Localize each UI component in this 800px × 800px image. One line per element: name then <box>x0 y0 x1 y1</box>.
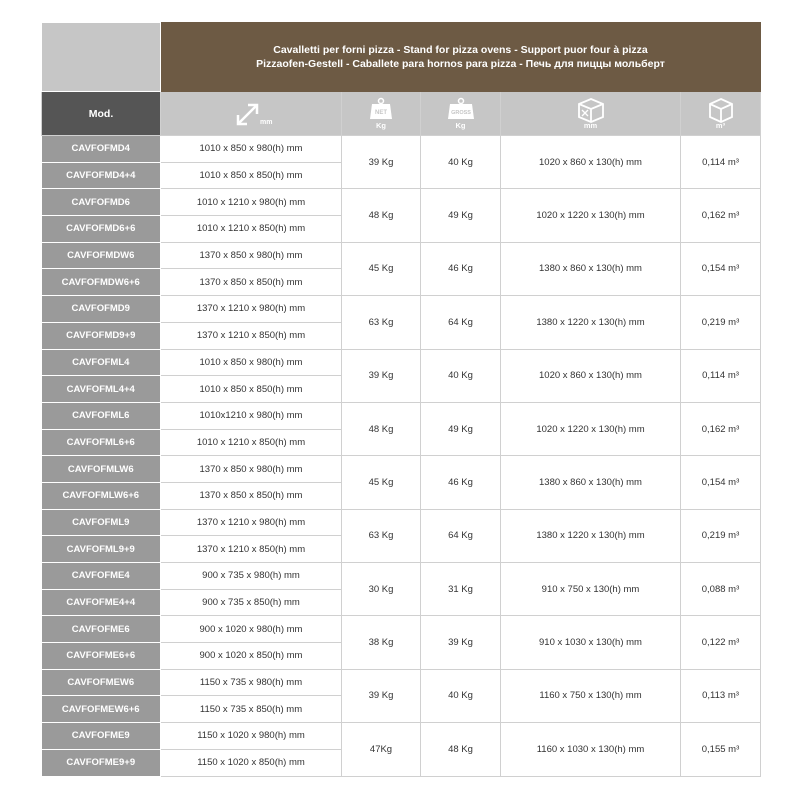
model-cell: CAVFOFML6 <box>42 402 161 429</box>
table-row <box>42 402 761 429</box>
table-row <box>42 723 761 750</box>
table-row <box>42 136 761 163</box>
model-cell: CAVFOFMLW6+6 <box>42 482 161 509</box>
net-weight-cell: 63 Kg <box>342 296 421 349</box>
table-body <box>42 136 761 777</box>
dimensions-cell: 1150 x 735 x 850(h) mm <box>161 696 342 723</box>
dimensions-cell: 1370 x 1210 x 980(h) mm <box>161 296 342 323</box>
volume-cell: 0,114 m³ <box>681 136 761 189</box>
gross-unit: Kg <box>455 121 466 130</box>
dimensions-cell: 1010 x 850 x 850(h) mm <box>161 376 342 403</box>
corner-cell <box>42 23 161 92</box>
table-row <box>42 349 761 376</box>
model-cell: CAVFOFMD4+4 <box>42 162 161 189</box>
dimensions-cell: 1370 x 1210 x 850(h) mm <box>161 322 342 349</box>
table-title <box>161 23 761 92</box>
header-dimensions <box>161 92 342 136</box>
header-gross-weight <box>421 92 501 136</box>
package-cell: 1380 x 860 x 130(h) mm <box>501 456 681 509</box>
net-weight-icon <box>368 97 394 123</box>
net-weight-cell: 38 Kg <box>342 616 421 669</box>
dimensions-cell: 1010 x 850 x 980(h) mm <box>161 349 342 376</box>
dimensions-cell: 1010 x 850 x 980(h) mm <box>161 136 342 163</box>
dimensions-cell: 1150 x 735 x 980(h) mm <box>161 669 342 696</box>
dimensions-cell: 900 x 735 x 980(h) mm <box>161 563 342 590</box>
model-cell: CAVFOFME9+9 <box>42 749 161 776</box>
table-row <box>42 296 761 323</box>
gross-badge: GROSS <box>450 110 471 116</box>
table-row <box>42 456 761 483</box>
package-cell: 1380 x 1220 x 130(h) mm <box>501 296 681 349</box>
volume-cell: 0,088 m³ <box>681 563 761 616</box>
model-cell: CAVFOFMDW6+6 <box>42 269 161 296</box>
spec-table <box>41 22 761 777</box>
net-unit: Kg <box>376 121 386 130</box>
model-cell: CAVFOFME4 <box>42 563 161 590</box>
model-cell: CAVFOFME6+6 <box>42 643 161 670</box>
table-row <box>42 616 761 643</box>
package-cell: 1160 x 1030 x 130(h) mm <box>501 723 681 776</box>
model-cell: CAVFOFMLW6 <box>42 456 161 483</box>
dimensions-cell: 1370 x 850 x 980(h) mm <box>161 242 342 269</box>
dimensions-cell: 1010x1210 x 980(h) mm <box>161 402 342 429</box>
model-cell: CAVFOFMEW6 <box>42 669 161 696</box>
header-package <box>501 92 681 136</box>
model-cell: CAVFOFMD9 <box>42 296 161 323</box>
table-row <box>42 563 761 590</box>
gross-weight-cell: 40 Kg <box>421 349 501 402</box>
dimensions-cell: 900 x 1020 x 980(h) mm <box>161 616 342 643</box>
model-cell: CAVFOFME4+4 <box>42 589 161 616</box>
dimensions-unit: mm <box>260 118 273 126</box>
dimensions-cell: 1010 x 1210 x 850(h) mm <box>161 216 342 243</box>
package-cell: 1160 x 750 x 130(h) mm <box>501 669 681 722</box>
title-line-2: Pizzaofen-Gestell - Caballete para hornos para pizza - Печь для пиццы мольберт <box>256 58 665 70</box>
net-weight-cell: 45 Kg <box>342 456 421 509</box>
package-cell: 910 x 750 x 130(h) mm <box>501 563 681 616</box>
dimensions-cell: 1370 x 1210 x 980(h) mm <box>161 509 342 536</box>
gross-weight-cell: 39 Kg <box>421 616 501 669</box>
gross-weight-cell: 49 Kg <box>421 189 501 242</box>
header-volume <box>681 92 761 136</box>
gross-weight-icon <box>446 97 476 123</box>
package-unit: mm <box>583 121 598 130</box>
net-weight-cell: 48 Kg <box>342 189 421 242</box>
net-weight-cell: 47Kg <box>342 723 421 776</box>
package-cell: 1380 x 1220 x 130(h) mm <box>501 509 681 562</box>
package-cell: 1020 x 860 x 130(h) mm <box>501 136 681 189</box>
net-weight-cell: 45 Kg <box>342 242 421 295</box>
package-cell: 910 x 1030 x 130(h) mm <box>501 616 681 669</box>
model-cell: CAVFOFMEW6+6 <box>42 696 161 723</box>
net-weight-cell: 39 Kg <box>342 669 421 722</box>
model-cell: CAVFOFME9 <box>42 723 161 750</box>
net-weight-cell: 63 Kg <box>342 509 421 562</box>
table-row <box>42 669 761 696</box>
gross-weight-cell: 48 Kg <box>421 723 501 776</box>
net-weight-cell: 39 Kg <box>342 349 421 402</box>
model-cell: CAVFOFME6 <box>42 616 161 643</box>
model-cell: CAVFOFML9 <box>42 509 161 536</box>
table-row <box>42 189 761 216</box>
volume-cell: 0,154 m³ <box>681 456 761 509</box>
volume-cell: 0,162 m³ <box>681 189 761 242</box>
dimensions-cell: 900 x 1020 x 850(h) mm <box>161 643 342 670</box>
dimensions-cell: 900 x 735 x 850(h) mm <box>161 589 342 616</box>
model-cell: CAVFOFMD6 <box>42 189 161 216</box>
dimensions-cell: 1010 x 850 x 850(h) mm <box>161 162 342 189</box>
gross-weight-cell: 46 Kg <box>421 242 501 295</box>
dimensions-cell: 1010 x 1210 x 980(h) mm <box>161 189 342 216</box>
volume-cell: 0,162 m³ <box>681 402 761 455</box>
model-cell: CAVFOFML9+9 <box>42 536 161 563</box>
net-weight-cell: 48 Kg <box>342 402 421 455</box>
model-cell: CAVFOFML4+4 <box>42 376 161 403</box>
volume-unit: m³ <box>715 121 726 130</box>
dimensions-cell: 1370 x 850 x 850(h) mm <box>161 269 342 296</box>
dimensions-cell: 1370 x 1210 x 850(h) mm <box>161 536 342 563</box>
model-cell: CAVFOFMD4 <box>42 136 161 163</box>
volume-cell: 0,113 m³ <box>681 669 761 722</box>
package-cell: 1380 x 860 x 130(h) mm <box>501 242 681 295</box>
volume-cell: 0,154 m³ <box>681 242 761 295</box>
model-cell: CAVFOFMDW6 <box>42 242 161 269</box>
volume-cell: 0,219 m³ <box>681 509 761 562</box>
net-badge: NET <box>375 110 387 116</box>
gross-weight-cell: 40 Kg <box>421 136 501 189</box>
model-cell: CAVFOFMD9+9 <box>42 322 161 349</box>
gross-weight-cell: 64 Kg <box>421 509 501 562</box>
dimensions-cell: 1150 x 1020 x 850(h) mm <box>161 749 342 776</box>
header-net-weight <box>342 92 421 136</box>
model-cell: CAVFOFML4 <box>42 349 161 376</box>
net-weight-cell: 39 Kg <box>342 136 421 189</box>
dimensions-arrow-icon <box>231 99 271 129</box>
volume-box-icon <box>707 97 735 123</box>
gross-weight-cell: 64 Kg <box>421 296 501 349</box>
package-box-icon <box>576 97 606 123</box>
title-line-1: Cavalletti per forni pizza - Stand for pizza ovens - Support puor four à pizza <box>273 44 648 56</box>
gross-weight-cell: 46 Kg <box>421 456 501 509</box>
gross-weight-cell: 49 Kg <box>421 402 501 455</box>
table-row <box>42 242 761 269</box>
package-cell: 1020 x 860 x 130(h) mm <box>501 349 681 402</box>
model-cell: CAVFOFML6+6 <box>42 429 161 456</box>
table-row <box>42 509 761 536</box>
volume-cell: 0,114 m³ <box>681 349 761 402</box>
volume-cell: 0,122 m³ <box>681 616 761 669</box>
package-cell: 1020 x 1220 x 130(h) mm <box>501 402 681 455</box>
volume-cell: 0,219 m³ <box>681 296 761 349</box>
dimensions-cell: 1150 x 1020 x 980(h) mm <box>161 723 342 750</box>
gross-weight-cell: 31 Kg <box>421 563 501 616</box>
dimensions-cell: 1370 x 850 x 850(h) mm <box>161 482 342 509</box>
gross-weight-cell: 40 Kg <box>421 669 501 722</box>
volume-cell: 0,155 m³ <box>681 723 761 776</box>
model-cell: CAVFOFMD6+6 <box>42 216 161 243</box>
package-cell: 1020 x 1220 x 130(h) mm <box>501 189 681 242</box>
net-weight-cell: 30 Kg <box>342 563 421 616</box>
dimensions-cell: 1370 x 850 x 980(h) mm <box>161 456 342 483</box>
header-model: Mod. <box>42 92 161 136</box>
dimensions-cell: 1010 x 1210 x 850(h) mm <box>161 429 342 456</box>
